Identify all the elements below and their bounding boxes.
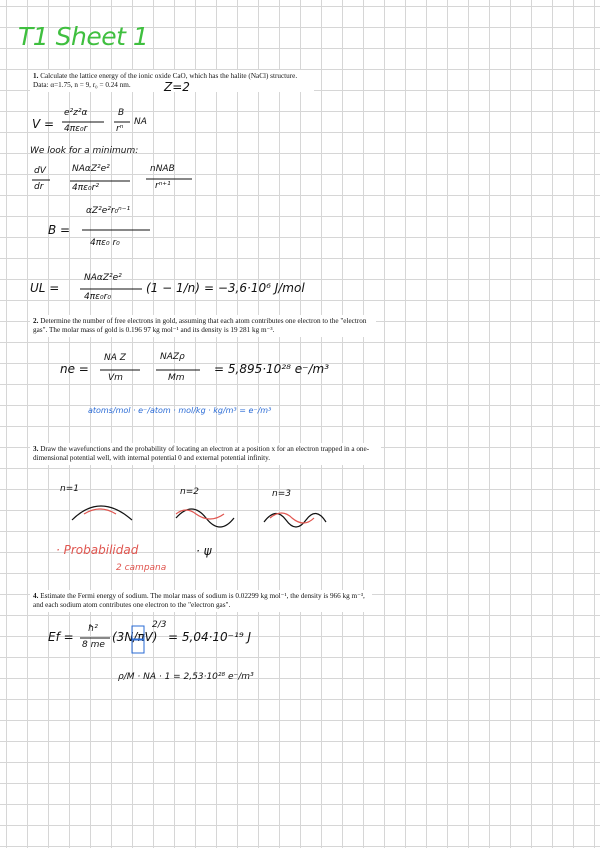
sheet-title: T1 Sheet 1 <box>18 22 149 51</box>
p1-dr: dr <box>34 182 44 192</box>
p1-v-den: 4πε₀r <box>64 124 88 134</box>
p3-n3: n=3 <box>272 489 291 499</box>
p4-8me: 8 me <box>82 640 105 650</box>
p4-ef-lhs: Ef = <box>48 630 74 644</box>
p4-boxes <box>132 626 144 653</box>
problem-1-statement: Calculate the lattice energy of the ionic oxide CaO, which has the halite (NaCl) structure. Data: α=1.75, n = 9, r₀ = 0.24 nm. <box>33 72 298 89</box>
problem-2-number: 2. <box>33 317 39 325</box>
p3-n2: n=2 <box>180 487 199 497</box>
p1-dv: dV <box>34 166 46 176</box>
p4-ratio: ρ/M · NA · 1 = 2,53·10²⁸ e⁻/m³ <box>118 672 254 682</box>
p1-rn1: rⁿ⁺¹ <box>155 181 171 191</box>
p4-result: = 5,04·10⁻¹⁹ J <box>168 630 251 644</box>
p3-bell-label: 2 campana <box>116 563 167 573</box>
p1-v-num: e²z²α <box>64 108 88 118</box>
p1-ul-result: = −3,6·10⁶ J/mol <box>204 281 305 295</box>
p1-z-note: Z=2 <box>164 80 190 94</box>
p2-ne-lhs: ne = <box>60 362 89 376</box>
p2-frac2-num: NAZρ <box>160 352 185 362</box>
p1-b-num: αZ²e²r₀ⁿ⁻¹ <box>86 206 131 216</box>
p1-b-den2: 4πε₀ r₀ <box>90 238 120 248</box>
p1-nnab: nNAB <box>150 164 175 174</box>
p1-b-term: B <box>118 108 125 118</box>
p1-b-lhs: B = <box>48 223 71 237</box>
fraction-bars <box>32 122 200 638</box>
p4-v-box <box>132 640 144 653</box>
p1-b-den: rⁿ <box>116 124 124 134</box>
p4-exponent: 2/3 <box>152 620 167 630</box>
p2-frac2-den: Mm <box>168 373 185 383</box>
p2-frac1-den: Vm <box>108 373 123 383</box>
psi-n1-curve <box>72 506 132 520</box>
p1-dv-num: NAαZ²e² <box>72 164 110 174</box>
p1-ul-lhs: UL = <box>30 281 60 295</box>
p1-minimum-text: We look for a minimum: <box>30 146 139 156</box>
p1-ul-paren: (1 − 1/n) <box>146 281 200 295</box>
problem-2-statement: Determine the number of free electrons in gold, assuming that each atom contributes one electron to the "electron gas". The molar mass of gold is 0.196 97 kg mol⁻¹ and its density is 19 281 kg m⁻³. <box>33 317 367 334</box>
problem-3-number: 3. <box>33 445 39 453</box>
p1-ul-num: NAαZ²e² <box>84 273 122 283</box>
p2-result: = 5,895·10²⁸ e⁻/m³ <box>214 362 330 376</box>
p4-paren: (3N/πV) <box>112 630 158 644</box>
p3-psi-label: · ψ <box>196 544 212 558</box>
problem-3-statement: Draw the wavefunctions and the probability of locating an electron at a position x for an electron trapped in a one-dimensional potential well, with internal potential 0 and external potential infinity. <box>33 445 370 462</box>
p3-probability-label: · Probabilidad <box>56 543 139 557</box>
problem-4-statement: Estimate the Fermi energy of sodium. The molar mass of sodium is 0.02299 kg mol⁻¹, the density is 966 kg m⁻³, and each sodium atom contributes one electron to the "electron gas". <box>33 592 365 609</box>
p4-h2: ħ² <box>88 624 98 634</box>
prob-n1-curve <box>84 509 116 514</box>
p1-ul-den: 4πε₀r₀ <box>84 292 111 302</box>
problem-4-number: 4. <box>33 592 39 600</box>
p3-n1: n=1 <box>60 484 79 494</box>
p2-frac1-num: NA Z <box>104 353 126 363</box>
p1-dv-den: 4πε₀r² <box>72 183 99 193</box>
p1-na: NA <box>134 117 147 127</box>
problem-1-number: 1. <box>33 72 39 80</box>
p4-n-box <box>132 626 144 639</box>
p1-v-lhs: V = <box>32 117 55 131</box>
p2-units: atoms/mol · e⁻/atom · mol/kg · kg/m³ = e⁻/m³ <box>88 406 272 415</box>
